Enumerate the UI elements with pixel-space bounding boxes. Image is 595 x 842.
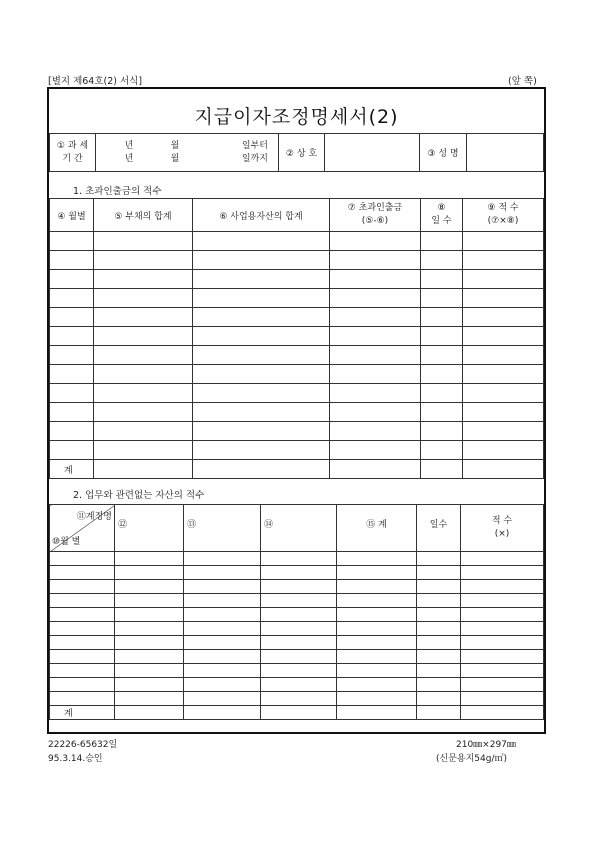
table-cell[interactable] — [193, 270, 330, 289]
table-cell[interactable] — [115, 594, 184, 608]
table-cell[interactable] — [330, 422, 421, 441]
table-cell[interactable] — [461, 692, 544, 706]
col-month: ④ 월별 — [50, 199, 94, 232]
table-cell[interactable] — [461, 566, 544, 580]
table-cell[interactable] — [50, 232, 94, 251]
table-cell[interactable] — [463, 422, 544, 441]
table-cell[interactable] — [193, 441, 330, 460]
table-cell[interactable] — [184, 706, 261, 720]
table-cell[interactable] — [463, 327, 544, 346]
table-cell[interactable] — [184, 678, 261, 692]
col-12: ⑫ — [115, 505, 184, 552]
table-cell[interactable] — [261, 664, 337, 678]
table-cell[interactable] — [261, 608, 337, 622]
section1-title: 1. 초과인출금의 적수 — [73, 186, 162, 197]
table-row — [50, 232, 544, 251]
table-cell[interactable] — [184, 566, 261, 580]
table-cell[interactable] — [461, 650, 544, 664]
table-cell[interactable] — [193, 327, 330, 346]
table-cell[interactable] — [115, 608, 184, 622]
table-cell[interactable] — [337, 594, 417, 608]
table-cell[interactable] — [463, 251, 544, 270]
table-cell[interactable] — [417, 552, 461, 566]
table-cell[interactable] — [193, 460, 330, 479]
table-cell[interactable] — [94, 270, 193, 289]
table-cell[interactable] — [50, 594, 115, 608]
table-cell[interactable] — [330, 251, 421, 270]
table-cell[interactable] — [94, 422, 193, 441]
table-cell[interactable] — [50, 622, 115, 636]
table-cell[interactable] — [421, 346, 463, 365]
table-cell[interactable] — [94, 441, 193, 460]
table-row — [50, 289, 544, 308]
page-side-label: (앞 쪽) — [508, 76, 537, 87]
col-liabilities: ⑤ 부채의 합계 — [94, 199, 193, 232]
table-row — [50, 251, 544, 270]
total-row — [50, 706, 544, 720]
table-cell[interactable] — [50, 346, 94, 365]
table-row — [50, 422, 544, 441]
col-13: ⑬ — [184, 505, 261, 552]
total-label: 계 — [50, 706, 115, 720]
table-cell[interactable] — [463, 365, 544, 384]
table-cell[interactable] — [337, 622, 417, 636]
table-cell[interactable] — [184, 692, 261, 706]
table-row — [50, 384, 544, 403]
table-cell[interactable] — [337, 636, 417, 650]
table-cell[interactable] — [330, 327, 421, 346]
table-cell[interactable] — [50, 422, 94, 441]
table-row — [50, 678, 544, 692]
table-cell[interactable] — [330, 460, 421, 479]
table-cell[interactable] — [421, 441, 463, 460]
table-cell[interactable] — [417, 580, 461, 594]
table-cell[interactable] — [330, 365, 421, 384]
table-cell[interactable] — [261, 678, 337, 692]
table-cell[interactable] — [115, 706, 184, 720]
table-cell[interactable] — [193, 232, 330, 251]
table-cell[interactable] — [421, 289, 463, 308]
table-row — [50, 594, 544, 608]
company-field[interactable] — [325, 134, 420, 172]
table-cell[interactable] — [193, 422, 330, 441]
table-cell[interactable] — [337, 692, 417, 706]
table-cell[interactable] — [421, 232, 463, 251]
table-row — [50, 650, 544, 664]
table-cell[interactable] — [50, 664, 115, 678]
table-row — [50, 608, 544, 622]
table-cell[interactable] — [463, 308, 544, 327]
table-cell[interactable] — [463, 289, 544, 308]
table-row — [50, 566, 544, 580]
table-cell[interactable] — [330, 270, 421, 289]
table-row — [50, 270, 544, 289]
month-label: ⑩월 별 — [52, 537, 81, 547]
table-cell[interactable] — [417, 692, 461, 706]
col-days2: 일수 — [417, 505, 461, 552]
table-cell[interactable] — [94, 460, 193, 479]
table-cell[interactable] — [261, 552, 337, 566]
table-row — [50, 552, 544, 566]
table-cell[interactable] — [330, 403, 421, 422]
table-row — [50, 692, 544, 706]
total-label: 계 — [50, 460, 94, 479]
table-cell[interactable] — [417, 608, 461, 622]
table-cell[interactable] — [184, 636, 261, 650]
period-label: ① 과 세 기 간 — [50, 134, 96, 172]
table-cell[interactable] — [261, 706, 337, 720]
col-excess-withdrawal: ⑦ 초과인출금 (⑤-⑥) — [330, 199, 421, 232]
name-field[interactable] — [467, 134, 544, 172]
table-cell[interactable] — [94, 346, 193, 365]
table-cell[interactable] — [94, 232, 193, 251]
table-cell[interactable] — [330, 289, 421, 308]
table-cell[interactable] — [421, 365, 463, 384]
table-cell[interactable] — [417, 566, 461, 580]
table-cell[interactable] — [50, 384, 94, 403]
table-cell[interactable] — [94, 403, 193, 422]
form-code: [별지 제64호(2) 서식] — [48, 76, 143, 87]
table-cell[interactable] — [337, 664, 417, 678]
table-cell[interactable] — [417, 678, 461, 692]
table-cell[interactable] — [337, 650, 417, 664]
footer-size: 210㎜×297㎜ — [456, 740, 516, 750]
table-cell[interactable] — [463, 346, 544, 365]
table-cell[interactable] — [330, 384, 421, 403]
company-label: ② 상 호 — [279, 134, 325, 172]
table-cell[interactable] — [184, 608, 261, 622]
col-15-total: ⑮ 계 — [337, 505, 417, 552]
table-cell[interactable] — [421, 327, 463, 346]
table-cell[interactable] — [50, 251, 94, 270]
table-cell[interactable] — [417, 664, 461, 678]
form-frame — [47, 87, 546, 734]
table-cell[interactable] — [193, 289, 330, 308]
table-cell[interactable] — [421, 308, 463, 327]
table-cell[interactable] — [193, 403, 330, 422]
table-cell[interactable] — [337, 580, 417, 594]
table-row — [50, 664, 544, 678]
table-cell[interactable] — [115, 622, 184, 636]
table-cell[interactable] — [50, 403, 94, 422]
table-cell[interactable] — [184, 580, 261, 594]
col-14: ⑭ — [261, 505, 337, 552]
table-cell[interactable] — [461, 552, 544, 566]
table-cell[interactable] — [261, 622, 337, 636]
table-cell[interactable] — [50, 580, 115, 594]
table-cell[interactable] — [463, 232, 544, 251]
table-cell[interactable] — [261, 566, 337, 580]
table-cell[interactable] — [421, 460, 463, 479]
table-cell[interactable] — [461, 622, 544, 636]
table-cell[interactable] — [184, 664, 261, 678]
col-product2: 적 수 (×) — [461, 505, 544, 552]
table-cell[interactable] — [50, 692, 115, 706]
period-field[interactable]: 년 월 일부터 년 월 일까지 — [96, 134, 279, 172]
col-days: ⑧ 일 수 — [421, 199, 463, 232]
table-row — [50, 636, 544, 650]
account-label: ⑪계정명 — [76, 512, 112, 522]
table-cell[interactable] — [115, 566, 184, 580]
table-row — [50, 346, 544, 365]
table-cell[interactable] — [463, 384, 544, 403]
footer-approval: 95.3.14.승인 — [48, 754, 103, 764]
table-cell[interactable] — [50, 289, 94, 308]
table-cell[interactable] — [417, 706, 461, 720]
table-cell[interactable] — [94, 251, 193, 270]
table-cell[interactable] — [193, 251, 330, 270]
table-row — [50, 365, 544, 384]
table-cell[interactable] — [193, 384, 330, 403]
table-cell[interactable] — [417, 650, 461, 664]
table-cell[interactable] — [261, 650, 337, 664]
table-cell[interactable] — [94, 308, 193, 327]
table-cell[interactable] — [421, 251, 463, 270]
table-row — [50, 622, 544, 636]
table-cell[interactable] — [193, 346, 330, 365]
table-cell[interactable] — [337, 706, 417, 720]
table-cell[interactable] — [115, 636, 184, 650]
table-cell[interactable] — [417, 594, 461, 608]
table-cell[interactable] — [94, 327, 193, 346]
section2-title: 2. 업무와 관련없는 자산의 적수 — [73, 490, 205, 501]
section2-table — [49, 504, 544, 720]
table-cell[interactable] — [261, 636, 337, 650]
table-cell[interactable] — [50, 365, 94, 384]
table-cell[interactable] — [50, 566, 115, 580]
table-cell[interactable] — [463, 441, 544, 460]
table-cell[interactable] — [261, 594, 337, 608]
header-table — [49, 133, 544, 172]
table-cell[interactable] — [115, 650, 184, 664]
table-cell[interactable] — [50, 441, 94, 460]
table-cell[interactable] — [50, 650, 115, 664]
table-cell[interactable] — [463, 403, 544, 422]
table-cell[interactable] — [94, 365, 193, 384]
table-cell[interactable] — [337, 608, 417, 622]
table-cell[interactable] — [50, 608, 115, 622]
table-cell[interactable] — [261, 580, 337, 594]
table-cell[interactable] — [94, 384, 193, 403]
table-cell[interactable] — [461, 636, 544, 650]
table-cell[interactable] — [50, 678, 115, 692]
table-cell[interactable] — [50, 270, 94, 289]
table-cell[interactable] — [417, 622, 461, 636]
table-cell[interactable] — [337, 678, 417, 692]
table-cell[interactable] — [463, 460, 544, 479]
table-cell[interactable] — [330, 232, 421, 251]
table-cell[interactable] — [184, 594, 261, 608]
table-row — [50, 308, 544, 327]
table-cell[interactable] — [421, 422, 463, 441]
table-cell[interactable] — [421, 270, 463, 289]
table-cell[interactable] — [184, 650, 261, 664]
table-cell[interactable] — [421, 384, 463, 403]
name-label: ③ 성 명 — [420, 134, 467, 172]
form-title: 지급이자조정명세서(2) — [194, 106, 399, 128]
col-account-month — [50, 505, 115, 552]
table-cell[interactable] — [461, 664, 544, 678]
table-row — [50, 327, 544, 346]
table-cell[interactable] — [330, 441, 421, 460]
footer-code: 22226-65632일 — [48, 740, 118, 750]
table-cell[interactable] — [115, 552, 184, 566]
table-cell[interactable] — [184, 622, 261, 636]
table-cell[interactable] — [461, 608, 544, 622]
table-cell[interactable] — [261, 692, 337, 706]
table-cell[interactable] — [463, 270, 544, 289]
table-cell[interactable] — [330, 308, 421, 327]
table-cell[interactable] — [115, 692, 184, 706]
table-cell[interactable] — [337, 552, 417, 566]
table-cell[interactable] — [461, 706, 544, 720]
section2-header-row — [50, 505, 544, 552]
table-row — [50, 403, 544, 422]
table-row — [50, 580, 544, 594]
footer-paper: (신문용지54g/㎡) — [436, 754, 507, 764]
table-cell[interactable] — [184, 552, 261, 566]
col-business-assets: ⑥ 사업용자산의 합계 — [193, 199, 330, 232]
table-cell[interactable] — [337, 566, 417, 580]
table-cell[interactable] — [193, 308, 330, 327]
table-cell[interactable] — [421, 403, 463, 422]
table-cell[interactable] — [417, 636, 461, 650]
total-row — [50, 460, 544, 479]
table-cell[interactable] — [461, 594, 544, 608]
table-cell[interactable] — [330, 346, 421, 365]
table-cell[interactable] — [115, 580, 184, 594]
table-cell[interactable] — [115, 678, 184, 692]
table-cell[interactable] — [193, 365, 330, 384]
table-cell[interactable] — [50, 327, 94, 346]
table-cell[interactable] — [115, 664, 184, 678]
table-cell[interactable] — [50, 308, 94, 327]
table-cell[interactable] — [50, 636, 115, 650]
col-product: ⑨ 적 수 (⑦×⑧) — [463, 199, 544, 232]
table-cell[interactable] — [461, 580, 544, 594]
table-cell[interactable] — [50, 552, 115, 566]
table-row — [50, 441, 544, 460]
table-cell[interactable] — [94, 289, 193, 308]
table-cell[interactable] — [461, 678, 544, 692]
section1-header-row — [50, 199, 544, 232]
section1-table — [49, 198, 544, 479]
